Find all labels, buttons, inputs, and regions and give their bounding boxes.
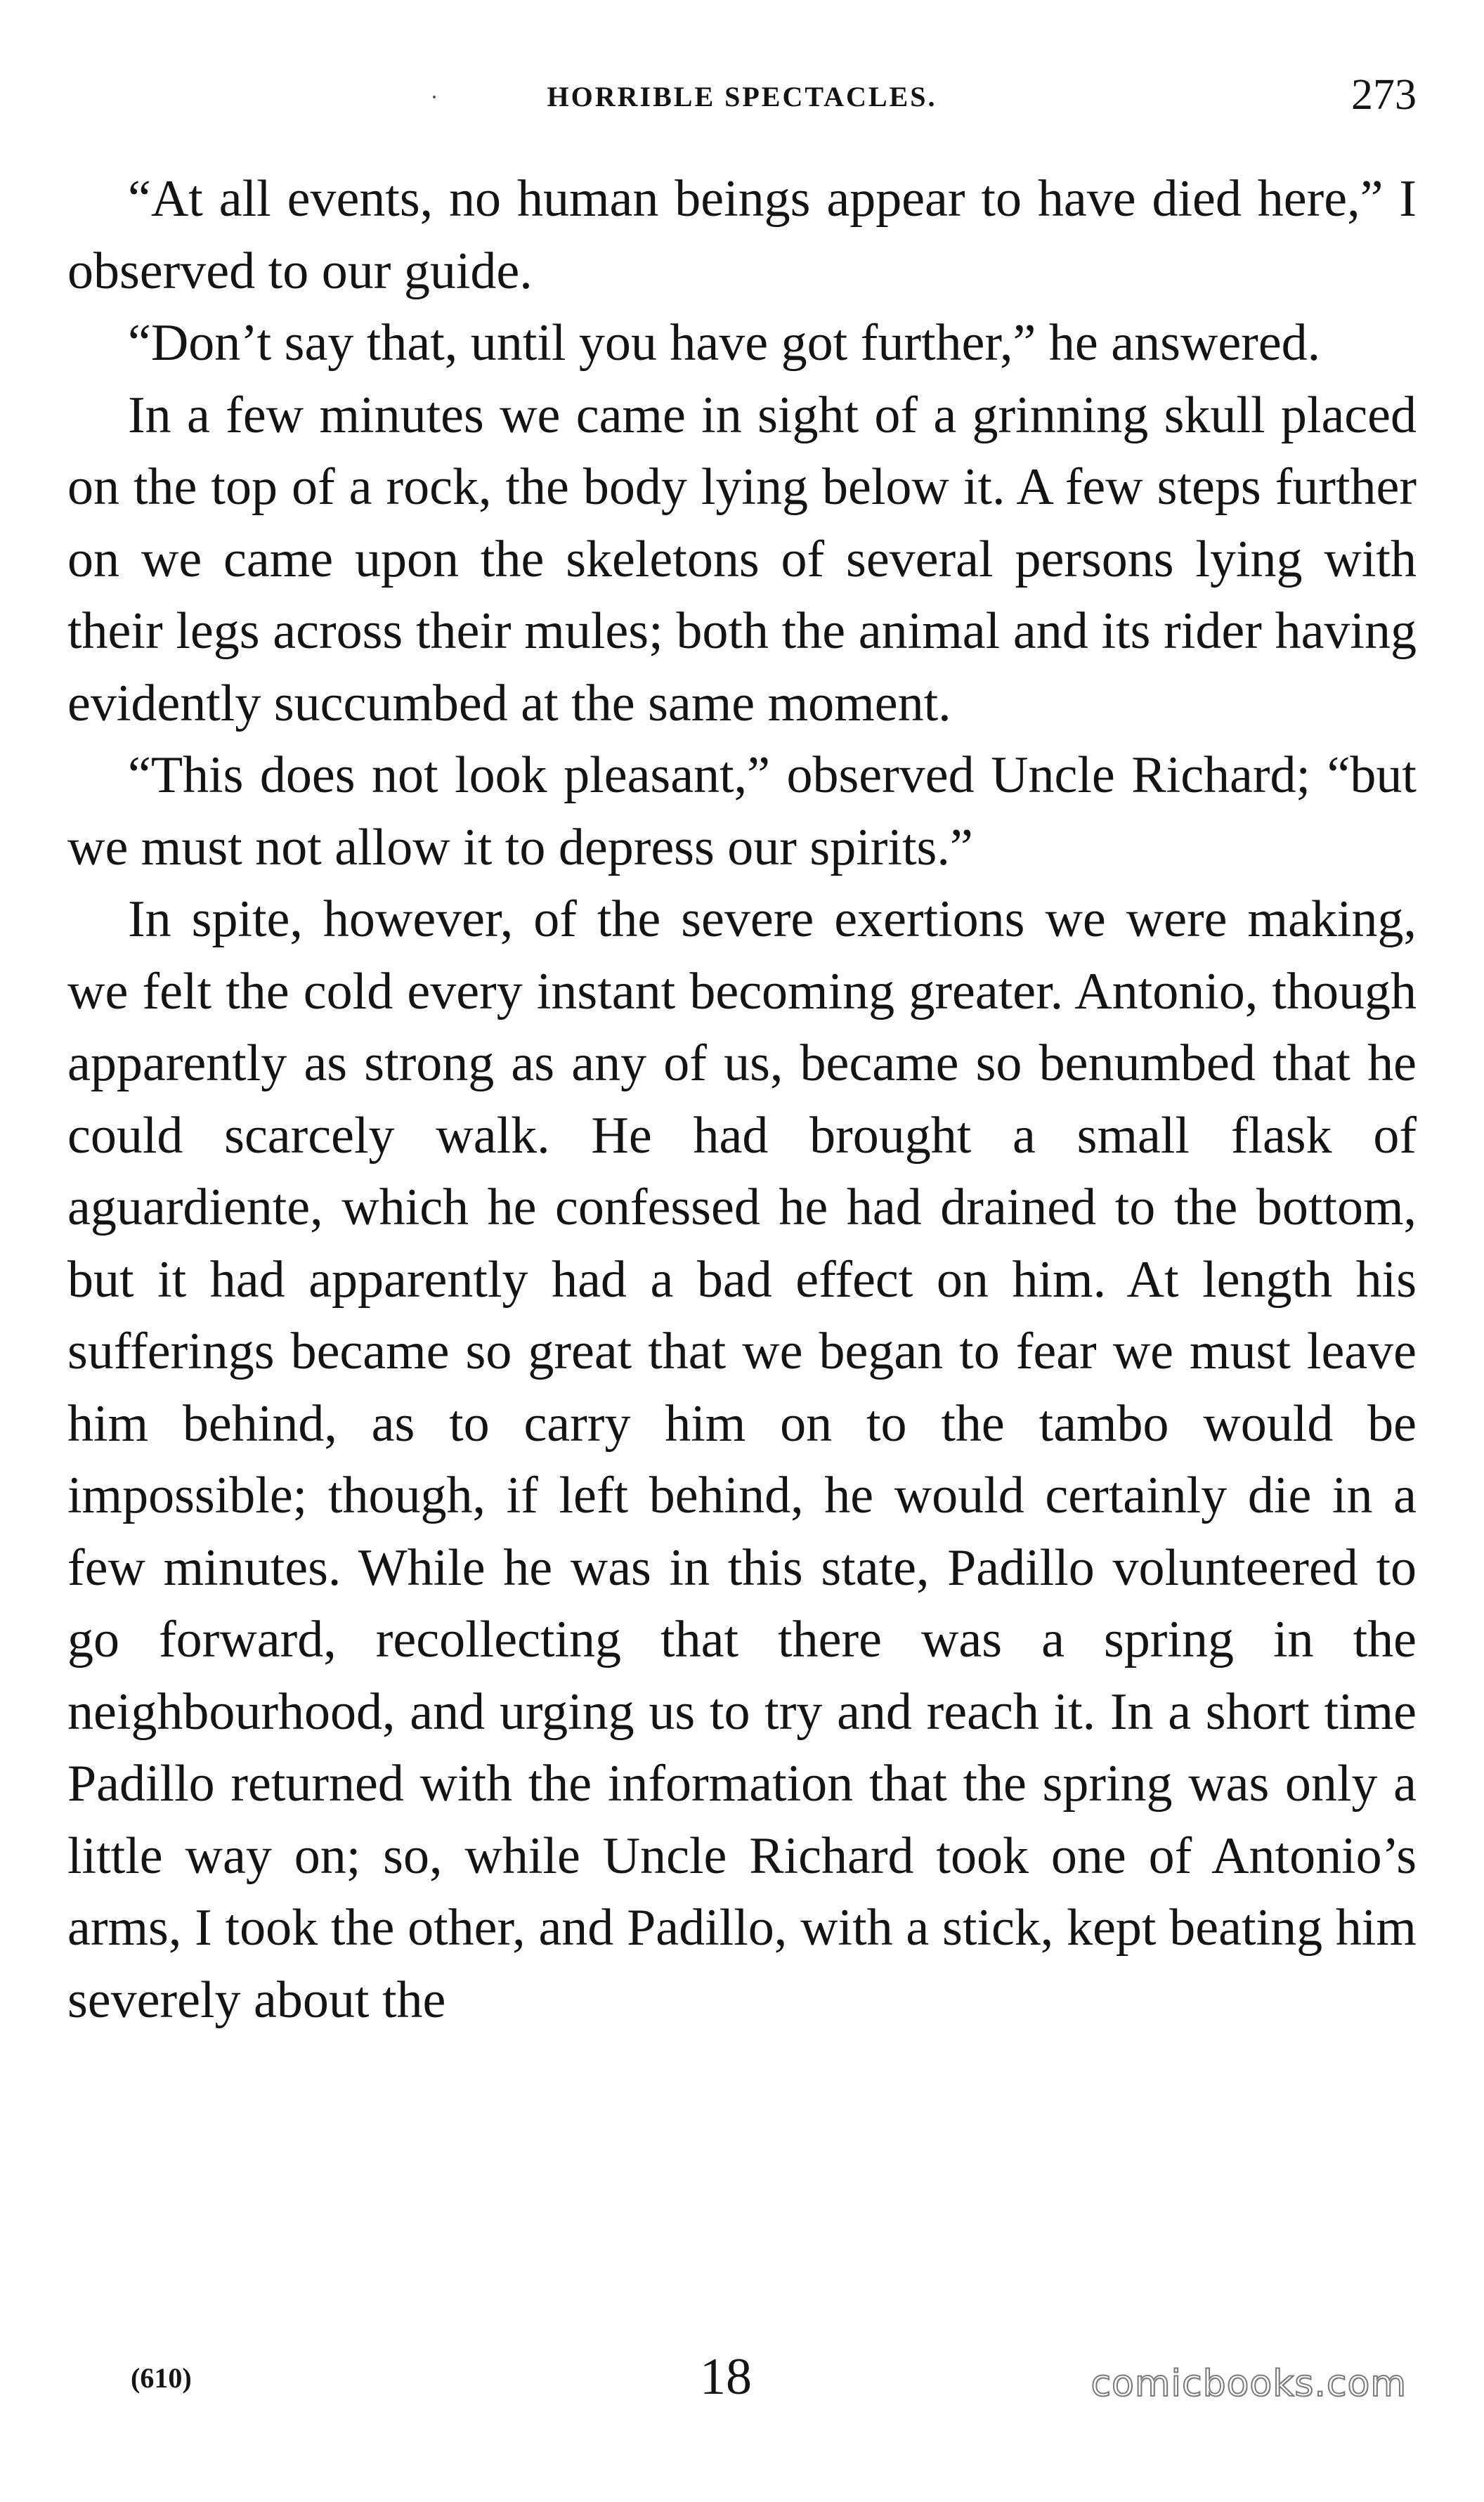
page-number: 273	[1351, 71, 1417, 119]
paragraph: In a few minutes we came in sight of a grinning skull placed on the top of a rock, the body lying below it. A few steps further on we came upon the skeletons of several persons lying with their legs across their mules; both the animal and its rider having evidently succumbed at the same moment.	[67, 386, 1417, 732]
print-code: (610)	[131, 2362, 192, 2394]
paragraph: “Don’t say that, until you have got further,” he answered.	[128, 314, 1321, 372]
page-header	[67, 70, 1417, 134]
paragraph: “This does not look pleasant,” observed Uncle Richard; “but we must not allow it to depress our spirits.”	[67, 746, 1417, 876]
paragraph: In spite, however, of the severe exertions we were making, we felt the cold every instant becoming greater. Antonio, though apparently as strong as any of us, became so benumbed that he could scarcely walk. He had brought a small flask of aguardiente, which he confessed he had drained to the bottom, but it had apparently had a bad effect on him. At length his sufferings became so great that we began to fear we must leave him behind, as to carry him on to the tambo would be impossible; though, if left behind, he would certainly die in a few minutes. While he was in this state, Padillo volunteered to go forward, recollecting that there was a spring in the neighbourhood, and urging us to try and reach it. In a short time Padillo returned with the information that the spring was only a little way on; so, while Uncle Richard took one of Antonio’s arms, I took the other, and Padillo, with a stick, kept beating him severely about the	[67, 890, 1417, 2029]
page-footer	[67, 2347, 1417, 2432]
paragraph: “At all events, no human beings appear to have died here,” I observed to our guide.	[67, 170, 1417, 300]
watermark: comicbooks.com	[1091, 2363, 1407, 2405]
body-text	[67, 163, 1417, 2036]
signature-mark: 18	[700, 2348, 752, 2406]
running-title: HORRIBLE SPECTACLES.	[547, 81, 937, 112]
